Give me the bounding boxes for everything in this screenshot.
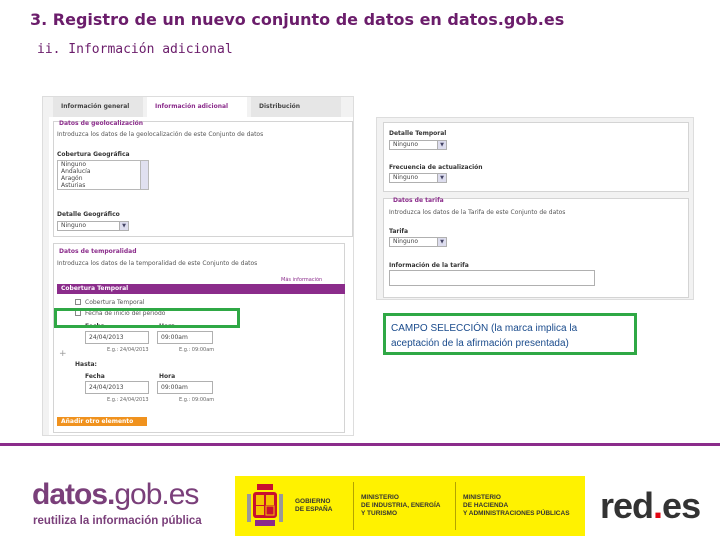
tab-informacion-adicional[interactable]: Información adicional [147,97,247,117]
time-input-2[interactable]: 09:00am [157,381,213,394]
fecha-inicio-row-label: Fecha de inicio del periodo [85,310,166,317]
time-input-1[interactable]: 09:00am [157,331,213,344]
logo-main-text: datos. [32,478,115,511]
selection-field-highlight [54,308,240,328]
date-input-1[interactable]: 24/04/2013 [85,331,149,344]
gov3-line3: Y ADMINISTRACIONES PÚBLICAS [463,510,570,517]
hasta-label: Hasta: [75,361,97,368]
ministerio-industria-text [361,494,440,518]
more-info-link[interactable]: Más información [281,277,323,283]
slide-subtitle: ii. Información adicional [37,42,233,57]
gov1-line1: GOBIERNO [295,498,331,505]
gov3-line1: MINISTERIO [463,494,501,501]
gov2-line3: Y TURISMO [361,510,397,517]
cobertura-temporal-header: Cobertura Temporal [57,284,345,294]
tab-bar [43,97,354,117]
geo-section-title: Datos de geolocalización [59,120,144,127]
callout-text: CAMPO SELECCIÓN (la marca implica la aceptación de la afirmación presentada) [391,323,578,349]
redes-end: es [662,485,701,526]
gov2-line2: DE INDUSTRIA, ENERGÍA [361,502,441,509]
tarifa-section-title: Datos de tarifa [393,197,444,204]
tarifa-value: Ninguno [393,238,419,245]
redes-main: red [600,485,654,526]
cobertura-checkbox[interactable] [75,299,81,305]
chevron-down-icon: ▼ [437,238,446,246]
date-input-2[interactable]: 24/04/2013 [85,381,149,394]
redes-dot: . [653,485,663,526]
tab-distribucion[interactable]: Distribución [251,97,341,117]
red-es-logo [600,485,700,527]
date-hint-1: E.g.: 24/04/2013 [107,347,149,353]
tarifa-intro-text: Introduzca los datos de la Tarifa de este Conjunto de datos [389,209,566,216]
fecha-label-2: Fecha [85,373,105,380]
list-item[interactable]: Ninguno [61,161,87,168]
list-item[interactable]: Aragón [61,175,83,182]
time-hint-2: E.g.: 09:00am [179,397,215,403]
detalle-temporal-label: Detalle Temporal [389,130,447,137]
gov-separator [353,482,354,530]
hora-label-2: Hora [159,373,176,380]
form-area [49,117,354,436]
frecuencia-label: Frecuencia de actualización [389,164,483,171]
geo-detail-label: Detalle Geográfico [57,211,120,218]
coat-of-arms-icon [245,482,285,530]
geo-detail-select[interactable] [57,221,129,231]
gov3-line2: DE HACIENDA [463,502,509,509]
geo-coverage-listbox[interactable] [57,160,149,190]
right-form-screenshot [376,117,694,300]
fecha-label: Fecha [85,323,105,330]
tab-informacion-general[interactable]: Información general [53,97,143,117]
chevron-down-icon: ▼ [437,174,446,182]
geo-coverage-label: Cobertura Geográfica [57,151,130,158]
list-item[interactable]: Andalucía [61,168,91,175]
hora-label: Hora [159,323,176,330]
gov-separator [455,482,456,530]
datos-gob-logo [32,478,198,512]
footer-divider [0,443,720,446]
ministerio-hacienda-text [463,494,570,518]
detalle-temporal-select[interactable] [389,140,447,150]
left-form-screenshot [42,96,354,436]
gov1-line2: DE ESPAÑA [295,506,333,513]
expand-icon[interactable]: + [59,349,67,359]
logo-dim-text: gob.es [114,478,199,511]
list-item[interactable]: Asturias [61,182,86,189]
cobertura-row-label: Cobertura Temporal [85,299,145,306]
tarifa-select[interactable] [389,237,447,247]
temporal-section-title: Datos de temporalidad [59,248,137,255]
tarifa-info-input[interactable] [389,270,595,286]
chevron-down-icon: ▼ [119,222,128,230]
logo-tagline: reutiliza la información pública [33,515,202,527]
tarifa-label: Tarifa [389,228,409,235]
gov2-line1: MINISTERIO [361,494,399,501]
detalle-temporal-value: Ninguno [393,141,419,148]
geo-intro-text: Introduzca los datos de la geolocalización de este Conjunto de datos [57,131,264,138]
tarifa-info-label: Información de la tarifa [389,262,469,269]
slide-title: 3. Registro de un nuevo conjunto de datos en datos.gob.es [30,10,565,29]
date-hint-2: E.g.: 24/04/2013 [107,397,149,403]
frecuencia-select[interactable] [389,173,447,183]
geo-detail-value: Ninguno [61,222,87,229]
time-hint-1: E.g.: 09:00am [179,347,215,353]
temporal-intro-text: Introduzca los datos de la temporalidad de este Conjunto de datos [57,260,258,267]
frecuencia-value: Ninguno [393,174,419,181]
add-element-button[interactable]: Añadir otro elemento [57,417,147,426]
gobierno-text [295,498,332,514]
chevron-down-icon: ▼ [437,141,446,149]
listbox-scrollbar[interactable] [140,161,148,189]
government-logos-banner [235,476,585,536]
